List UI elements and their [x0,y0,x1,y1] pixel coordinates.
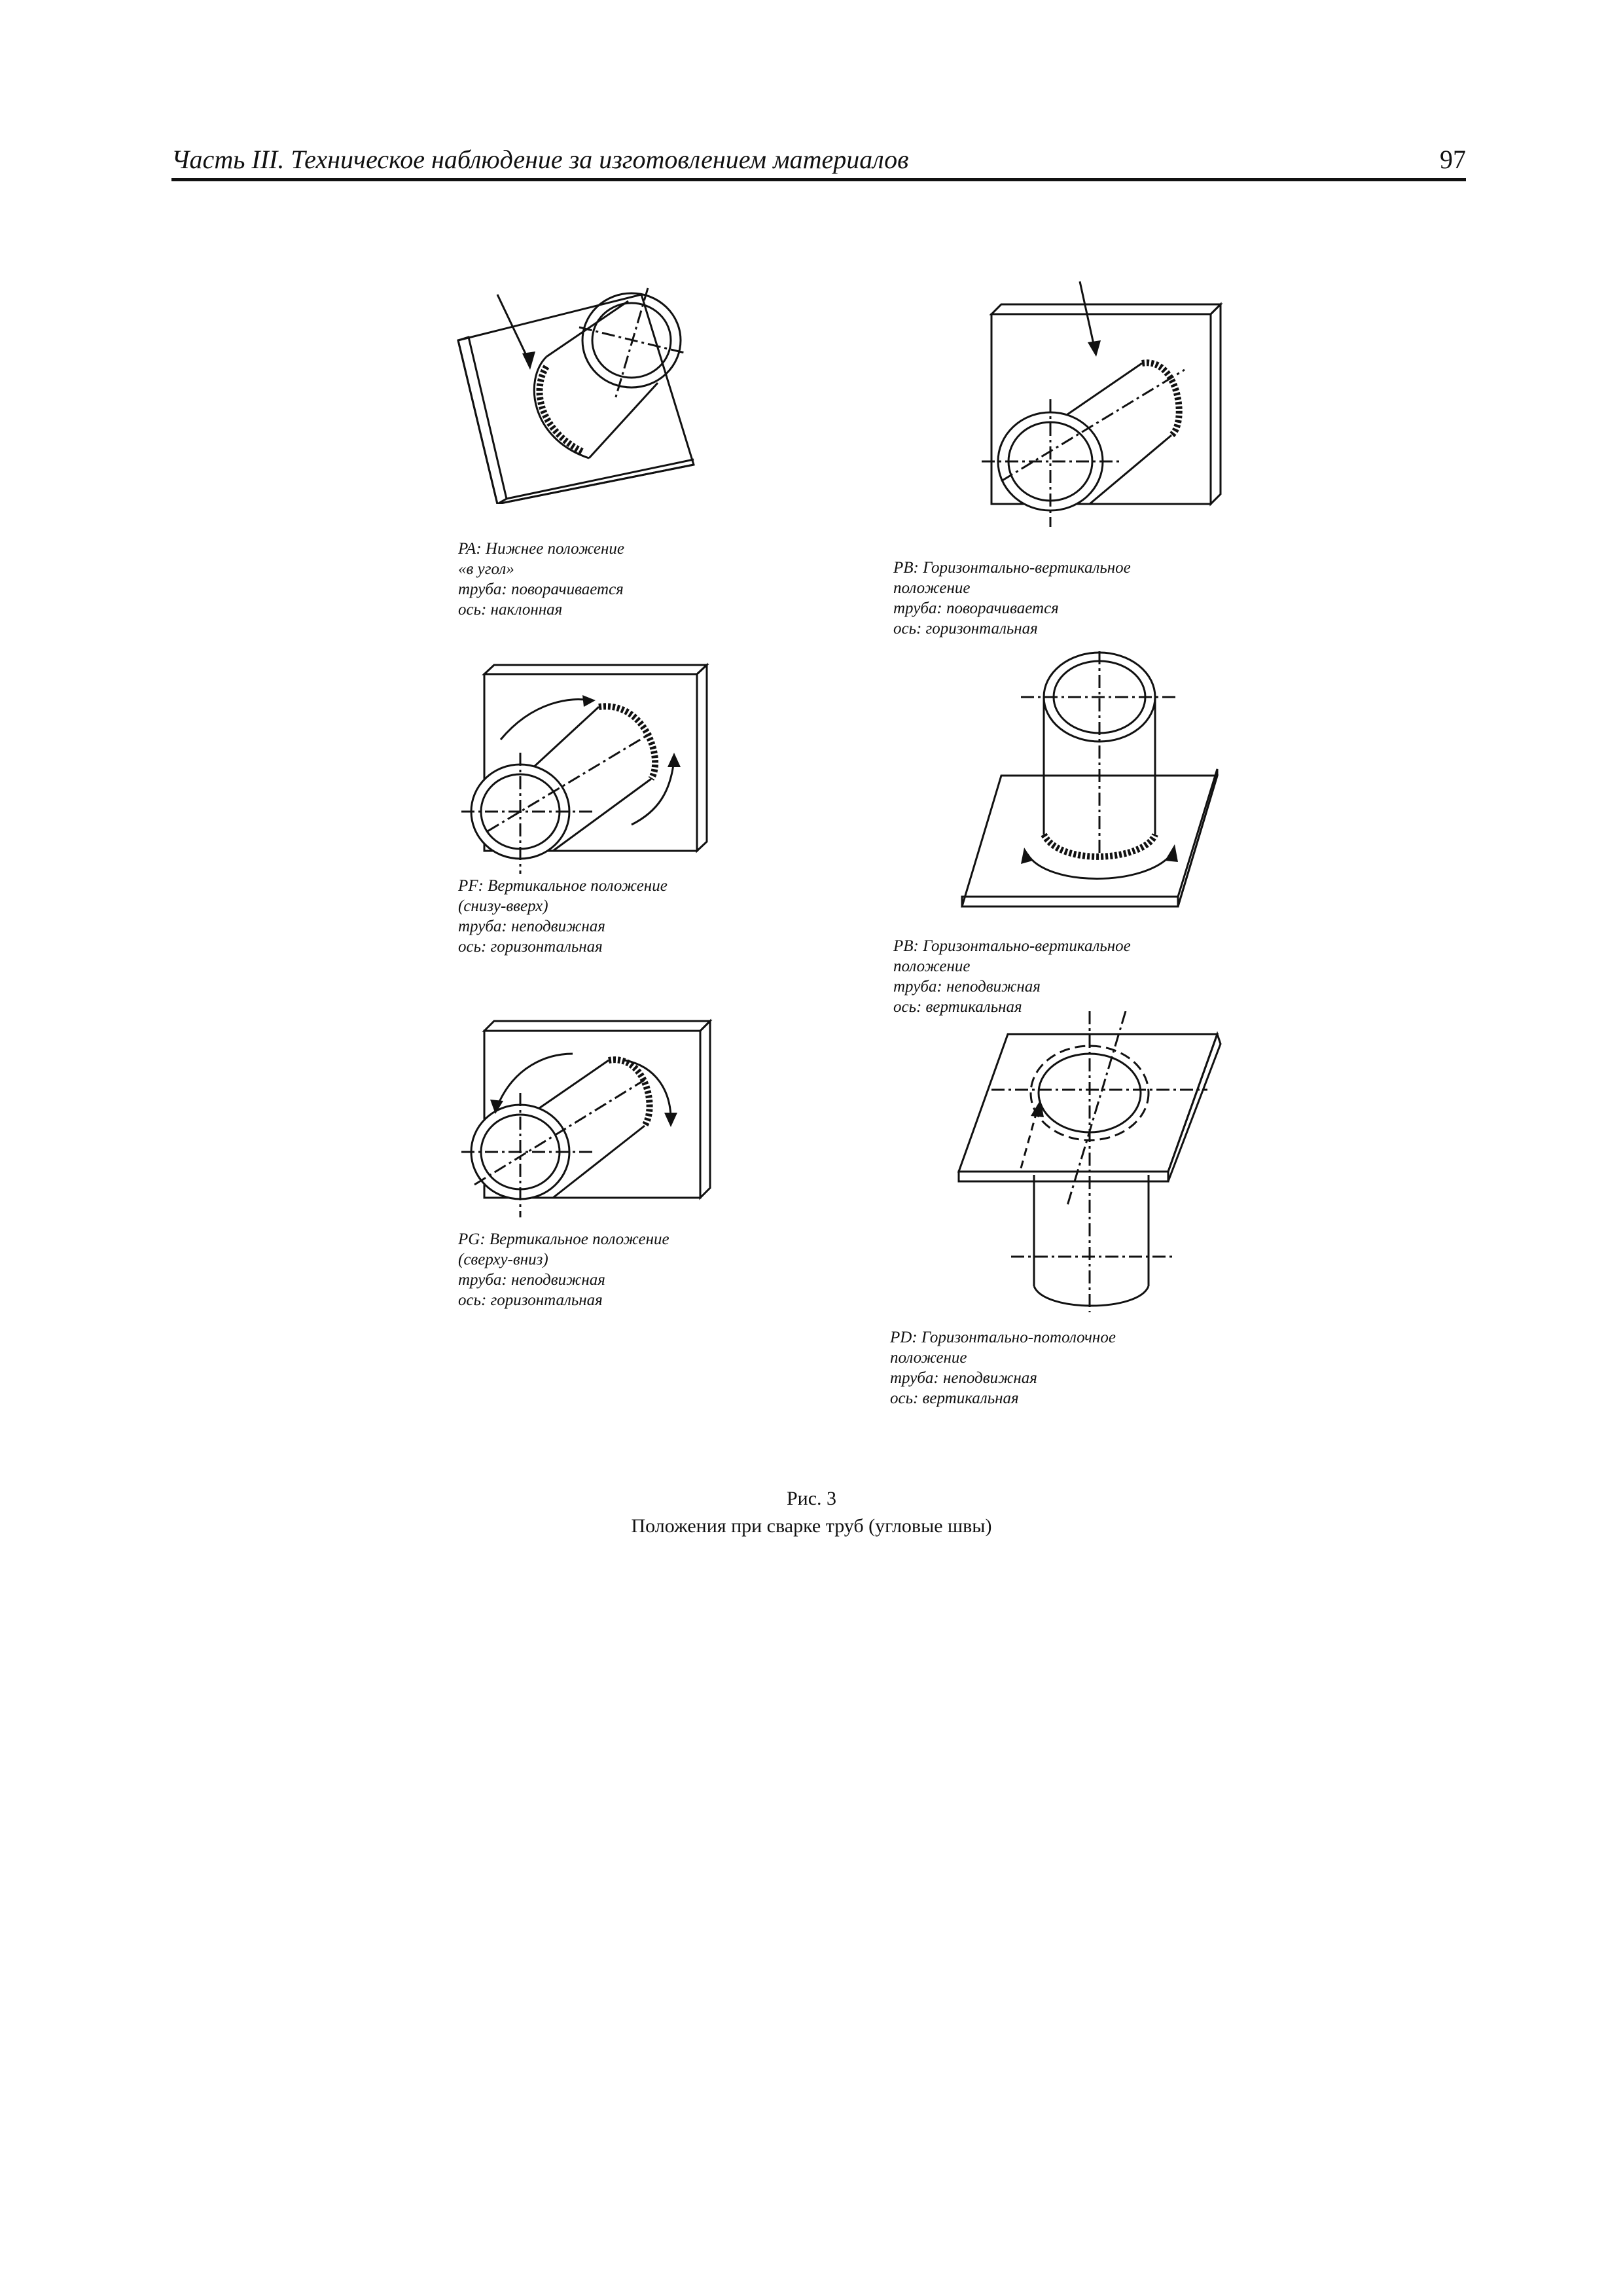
caption-line: положение [890,1349,967,1367]
figure-pb1-caption [893,558,1131,639]
header-title: Часть III. Техническое наблюдение за изготовлением материалов [171,145,909,174]
caption-line: ось: вертикальная [893,998,1022,1016]
caption-line: ось: горизонтальная [458,938,603,956]
caption-line: труба: неподвижная [893,978,1041,996]
caption-line: PF: Вертикальное положение [458,877,668,895]
caption-line: положение [893,579,971,597]
caption-line: труба: неподвижная [458,918,605,935]
caption-line: (снизу-вверх) [458,897,548,915]
page-number: 97 [1440,145,1466,174]
figure-pd-drawing [952,1011,1240,1319]
figure-pa-caption [458,539,624,620]
figure-pd-caption [890,1327,1116,1408]
caption-line: ось: горизонтальная [893,620,1038,637]
running-header [171,143,1466,177]
caption-line: ось: наклонная [458,601,563,619]
figure-pf-caption [458,876,668,957]
caption-line: PA: Нижнее положение [458,540,625,558]
figure-pg-drawing [435,1008,717,1224]
figure-pb2-caption [893,936,1131,1017]
caption-line: «в угол» [458,560,514,578]
figure-pf-drawing [435,661,717,877]
figure-number: Рис. 3 [786,1488,837,1509]
caption-line: положение [893,958,971,975]
caption-line: труба: неподвижная [458,1271,605,1289]
header-rule [171,178,1466,181]
caption-line: PD: Горизонтально-потолочное [890,1329,1116,1346]
caption-line: труба: поворачивается [458,581,624,598]
caption-line: ось: горизонтальная [458,1291,603,1309]
caption-line: PG: Вертикальное положение [458,1230,669,1248]
caption-line: (сверху-вниз) [458,1251,548,1268]
figure-pb1-drawing [942,272,1230,527]
figure-title: Положения при сварке труб (угловые швы) [631,1515,992,1537]
caption-line: труба: поворачивается [893,600,1059,617]
caption-line: ось: вертикальная [890,1390,1019,1407]
figure-pb2-drawing [955,645,1230,913]
figure-pa-drawing [432,268,713,504]
caption-line: PB: Горизонтально-вертикальное [893,559,1131,577]
figure-pg-caption [458,1229,669,1310]
caption-line: PB: Горизонтально-вертикальное [893,937,1131,955]
caption-line: труба: неподвижная [890,1369,1037,1387]
